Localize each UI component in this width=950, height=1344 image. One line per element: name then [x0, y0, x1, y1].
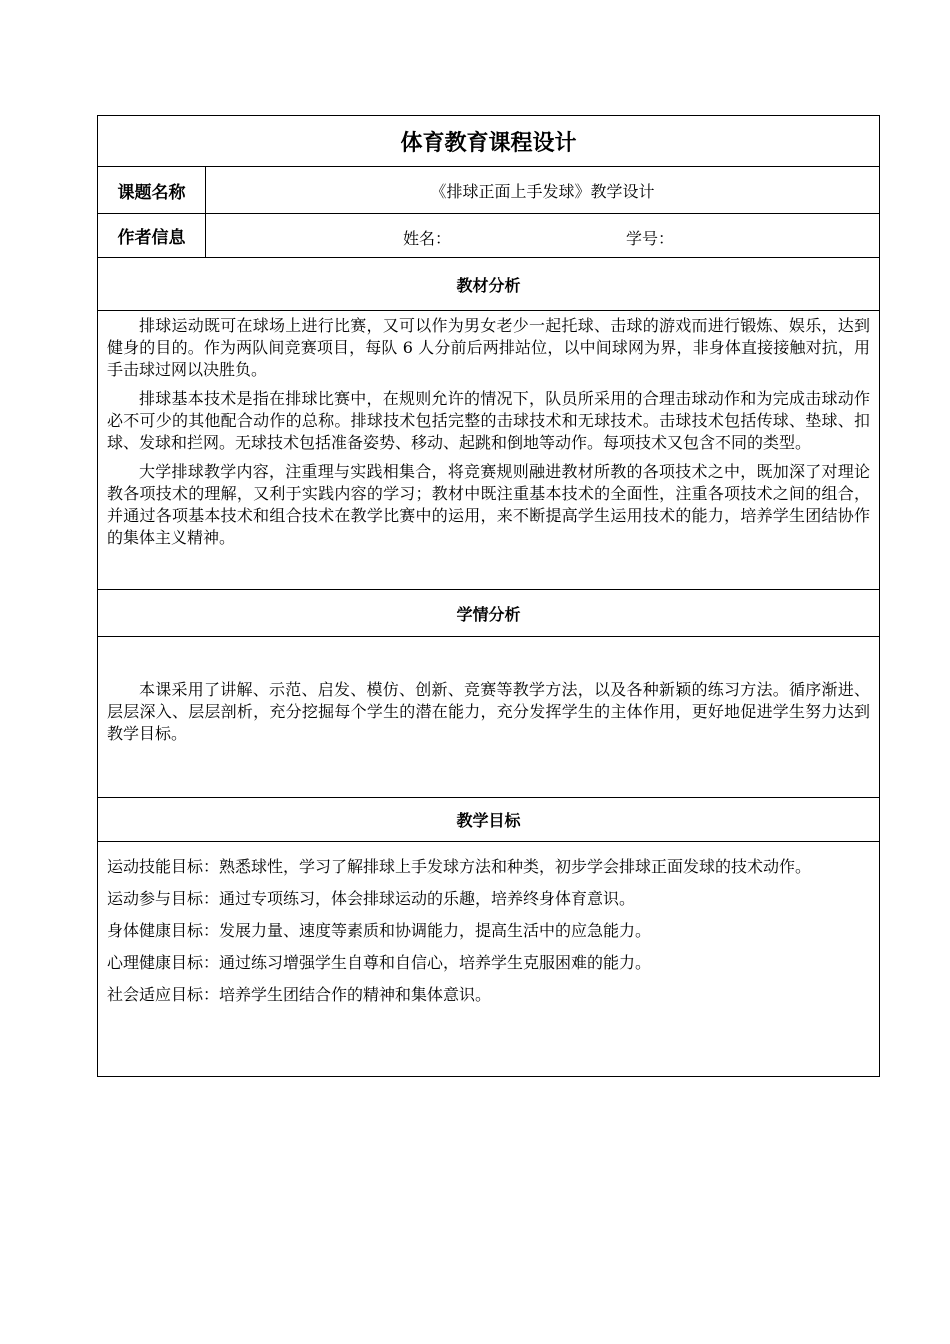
materials-paragraph: 排球运动既可在球场上进行比赛，又可以作为男女老少一起托球、击球的游戏而进行锻炼、娱乐，达到健身的目的。作为两队间竞赛项目，每队 6 人分前后两排站位，以中间球网为界，非身体直接接触对抗，用手击球过网以决胜负。	[107, 316, 871, 379]
goal-item: 身体健康目标：发展力量、速度等素质和协调能力，提高生活中的应急能力。	[107, 921, 652, 940]
course-design-document	[97, 115, 879, 1077]
goal-item: 心理健康目标：通过练习增强学生自尊和自信心，培养学生克服困难的能力。	[107, 953, 652, 972]
author-row	[98, 214, 880, 258]
learners-paragraph: 本课采用了讲解、示范、启发、模仿、创新、竞赛等教学方法，以及各种新颖的练习方法。循序渐进、层层深入、层层剖析，充分挖掘每个学生的潜在能力，充分发挥学生的主体作用，更好地促进学生努力达到教学目标。	[107, 680, 871, 743]
learners-heading-row	[98, 590, 880, 637]
learners-body-row	[98, 637, 880, 798]
learners-heading: 学情分析	[98, 590, 880, 637]
course-design-table	[97, 115, 880, 1077]
author-label: 作者信息	[98, 214, 206, 258]
goals-body-row	[98, 842, 880, 1077]
document-title: 体育教育课程设计	[98, 116, 880, 167]
author-value-cell	[206, 214, 880, 258]
goals-heading-row	[98, 798, 880, 842]
author-id-label: 学号：	[626, 229, 675, 248]
materials-body	[98, 311, 880, 590]
learners-body	[98, 637, 880, 798]
materials-paragraph: 排球基本技术是指在排球比赛中，在规则允许的情况下，队员所采用的合理击球动作和为完成击球动作必不可少的其他配合动作的总称。排球技术包括完整的击球技术和无球技术。击球技术包括传球、垫球、扣球、发球和拦网。无球技术包括准备姿势、移动、起跳和倒地等动作。每项技术又包含不同的类型。	[107, 389, 871, 452]
author-name-label: 姓名：	[403, 229, 452, 248]
title-row	[98, 116, 880, 167]
topic-label: 课题名称	[98, 167, 206, 214]
goal-item: 运动参与目标：通过专项练习，体会排球运动的乐趣，培养终身体育意识。	[107, 889, 636, 908]
goal-item: 社会适应目标：培养学生团结合作的精神和集体意识。	[107, 985, 492, 1004]
materials-heading: 教材分析	[98, 258, 880, 311]
materials-body-row	[98, 311, 880, 590]
goal-item: 运动技能目标：熟悉球性，学习了解排球上手发球方法和种类，初步学会排球正面发球的技术动作。	[107, 857, 812, 876]
topic-row	[98, 167, 880, 214]
materials-heading-row	[98, 258, 880, 311]
goals-body	[98, 842, 880, 1077]
topic-value: 《排球正面上手发球》教学设计	[206, 167, 880, 214]
goals-heading: 教学目标	[98, 798, 880, 842]
materials-paragraph: 大学排球教学内容，注重理与实践相集合，将竞赛规则融进教材所教的各项技术之中，既加深了对理论教各项技术的理解，又利于实践内容的学习；教材中既注重基本技术的全面性，注重各项技术之间的组合，并通过各项基本技术和组合技术在教学比赛中的运用，来不断提高学生运用技术的能力，培养学生团结协作的集体主义精神。	[107, 462, 871, 547]
